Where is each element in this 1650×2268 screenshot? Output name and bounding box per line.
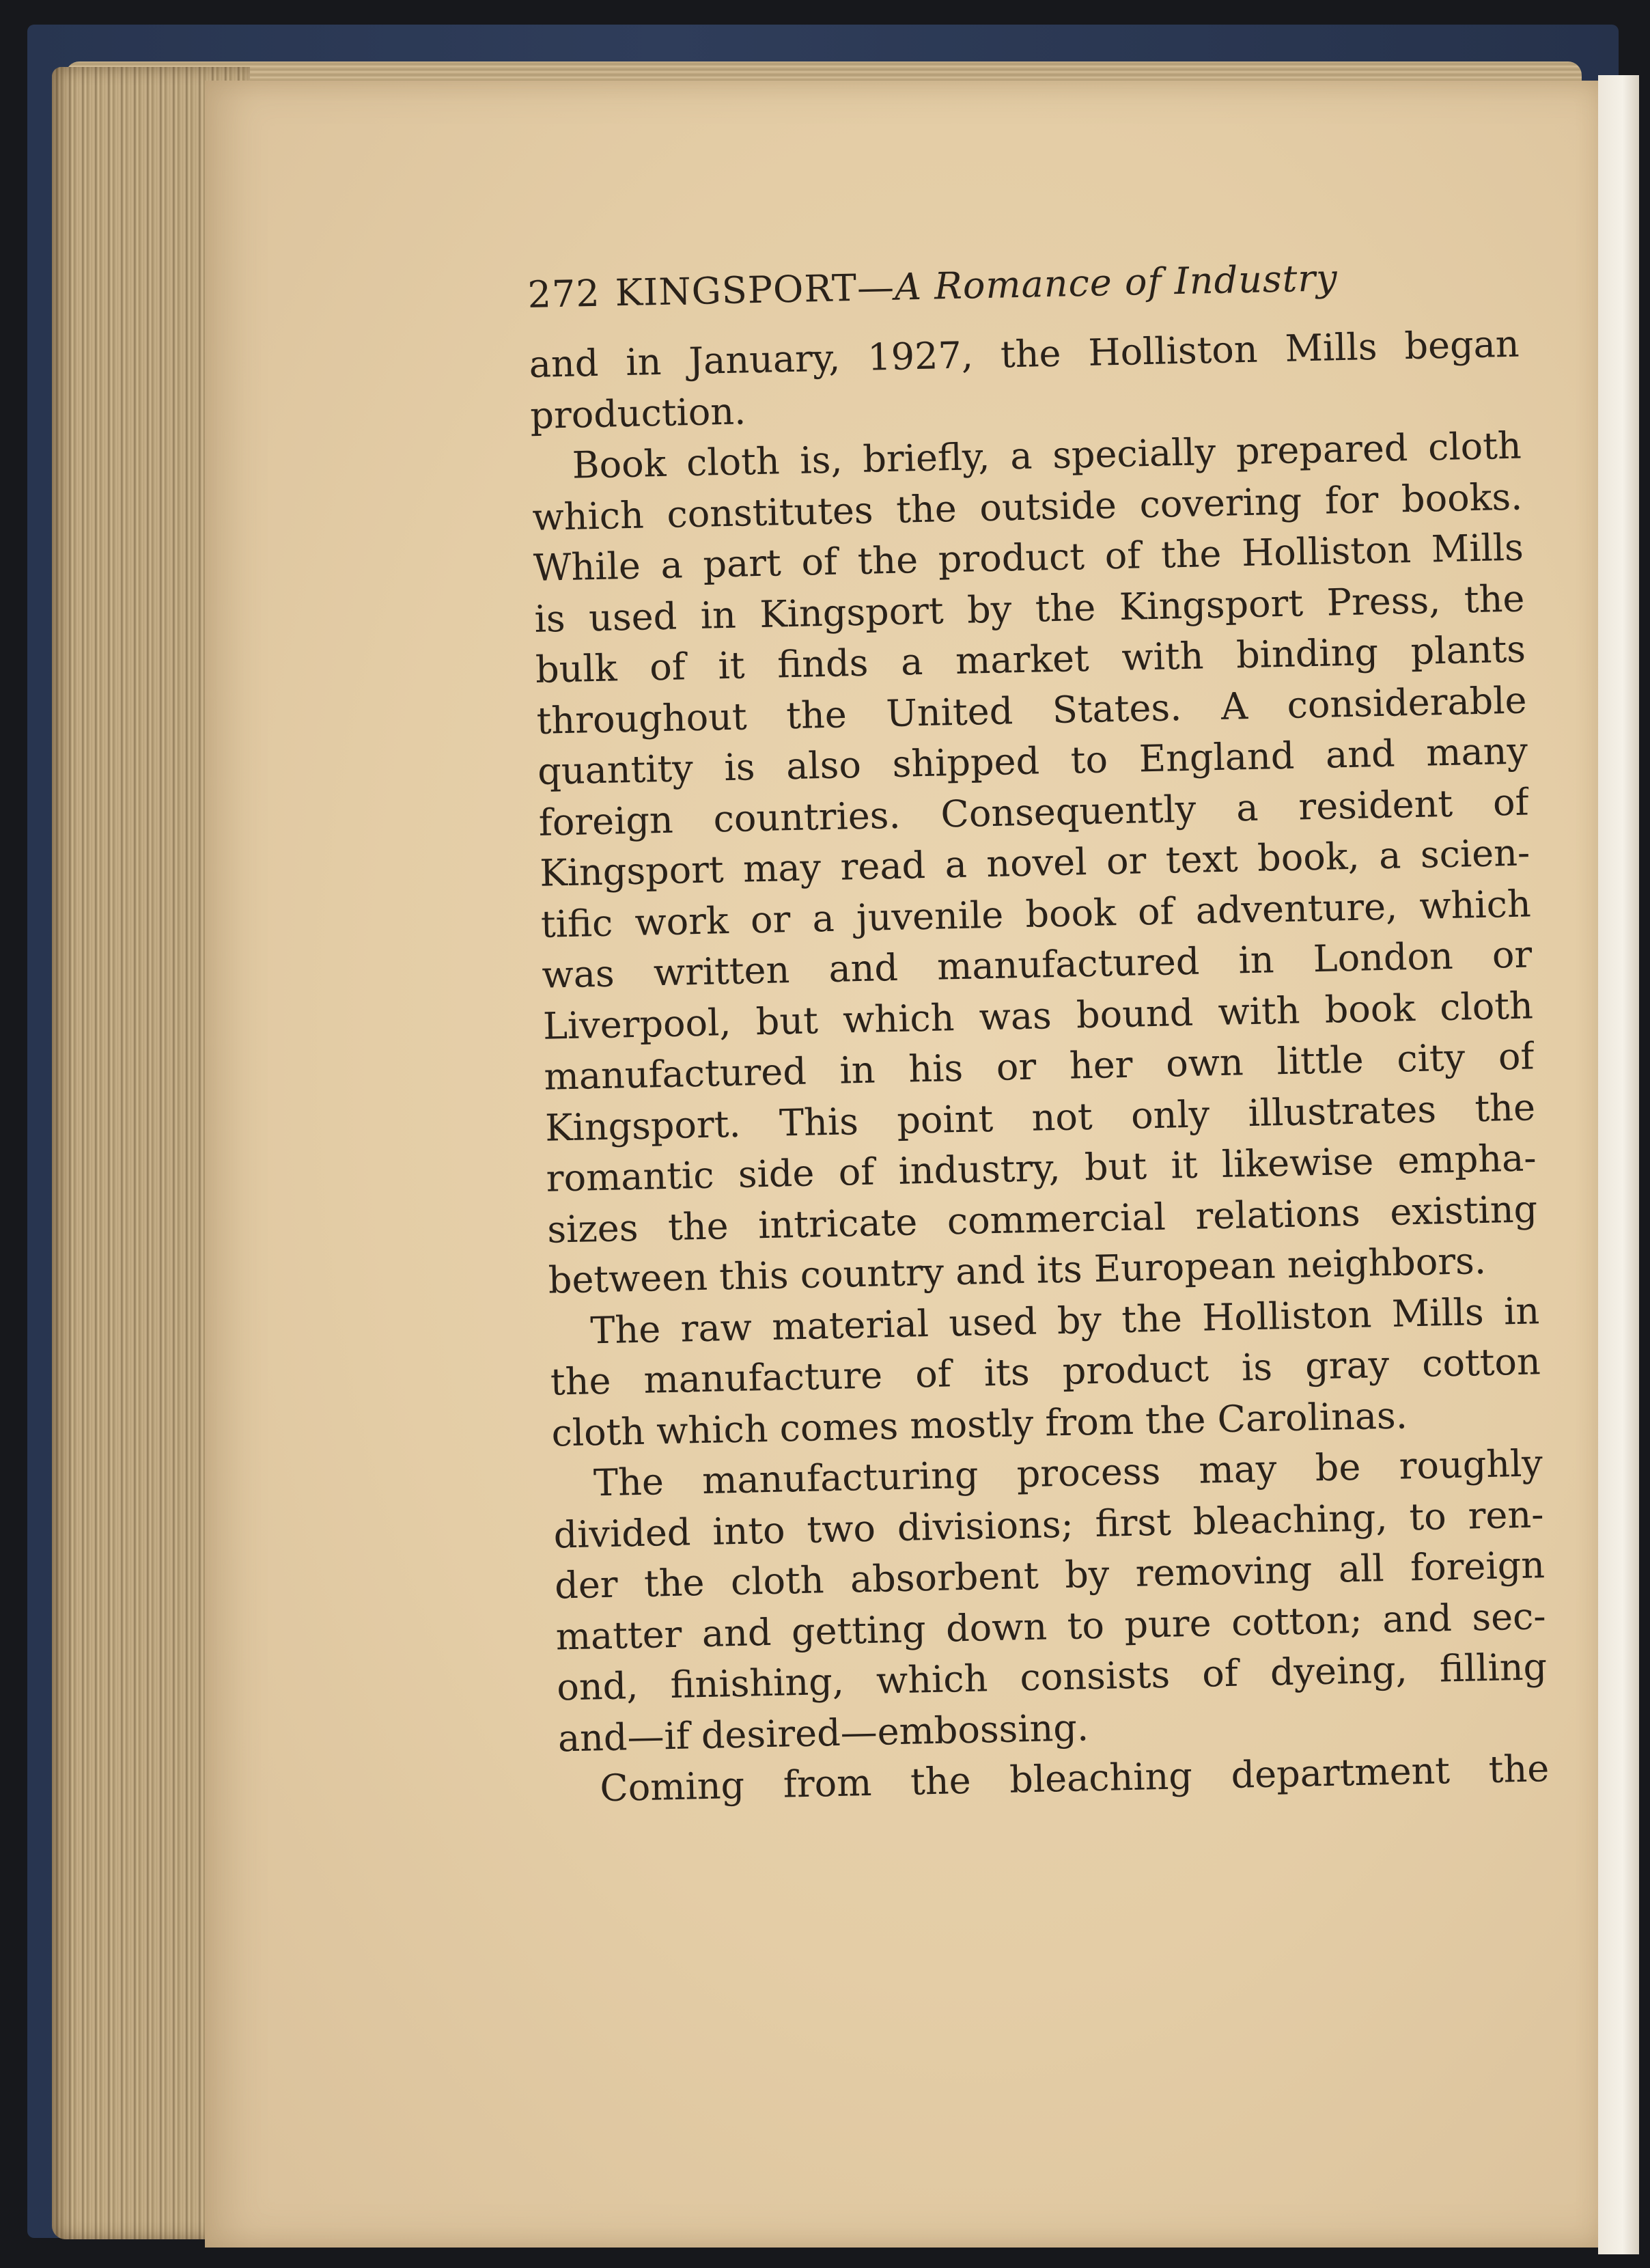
text-line: Kingsport. This point not only illustrates the xyxy=(544,1085,1536,1150)
text-line: throughout the United States. A considerable xyxy=(536,678,1528,743)
text-line: foreign countries. Consequently a resident of xyxy=(538,779,1530,844)
text-line: Kingsport may read a novel or text book, a scien- xyxy=(539,831,1530,895)
page-number: 272 xyxy=(527,271,601,316)
facing-page-edge xyxy=(1598,75,1639,2254)
book-title: KINGSPORT— xyxy=(615,265,895,315)
text-line: matter and getting down to pure cotton; and sec- xyxy=(555,1594,1547,1659)
text-line: divided into two divisions; first bleaching, to ren- xyxy=(553,1492,1545,1557)
text-line: which constitutes the outside covering for books. xyxy=(531,475,1523,539)
text-line: cloth which comes mostly from the Carolinas. xyxy=(550,1393,1408,1455)
text-line: Coming from the bleaching department the xyxy=(599,1747,1550,1810)
text-line: Book cloth is, briefly, a specially prepared cloth xyxy=(572,424,1522,487)
text-line: The manufacturing process may be roughly xyxy=(593,1441,1543,1505)
text-line: and—if desired—embossing. xyxy=(557,1705,1089,1760)
page-text xyxy=(527,253,1550,1815)
text-line: tific work or a juvenile book of adventure, which xyxy=(540,881,1532,946)
text-line: der the cloth absorbent by removing all foreign xyxy=(554,1543,1546,1607)
text-line: While a part of the product of the Holliston Mills xyxy=(533,525,1524,590)
text-line: production. xyxy=(529,389,746,437)
text-line: was written and manufactured in London or xyxy=(541,932,1533,997)
text-line: quantity is also shipped to England and many xyxy=(537,729,1528,793)
text-line: romantic side of industry, but it likewise empha- xyxy=(546,1136,1537,1200)
text-line: bulk of it finds a market with binding plants xyxy=(535,627,1526,691)
text-line: between this country and its European neighbors. xyxy=(548,1239,1487,1302)
text-line: manufactured in his or her own little city of xyxy=(543,1034,1535,1098)
text-line: and in January, 1927, the Holliston Mills began xyxy=(529,322,1520,386)
text-line: Liverpool, but which was bound with book cloth xyxy=(542,983,1534,1048)
text-line: The raw material used by the Holliston Mills in xyxy=(589,1288,1540,1352)
book-subtitle: A Romance of Industry xyxy=(894,256,1339,309)
text-line: is used in Kingsport by the Kingsport Press, the xyxy=(533,577,1525,641)
text-line: the manufacture of its product is gray cotton xyxy=(550,1340,1541,1404)
text-line: ond, finishing, which consists of dyeing, filling xyxy=(556,1645,1548,1709)
text-line: sizes the intricate commercial relations existing xyxy=(546,1187,1538,1251)
